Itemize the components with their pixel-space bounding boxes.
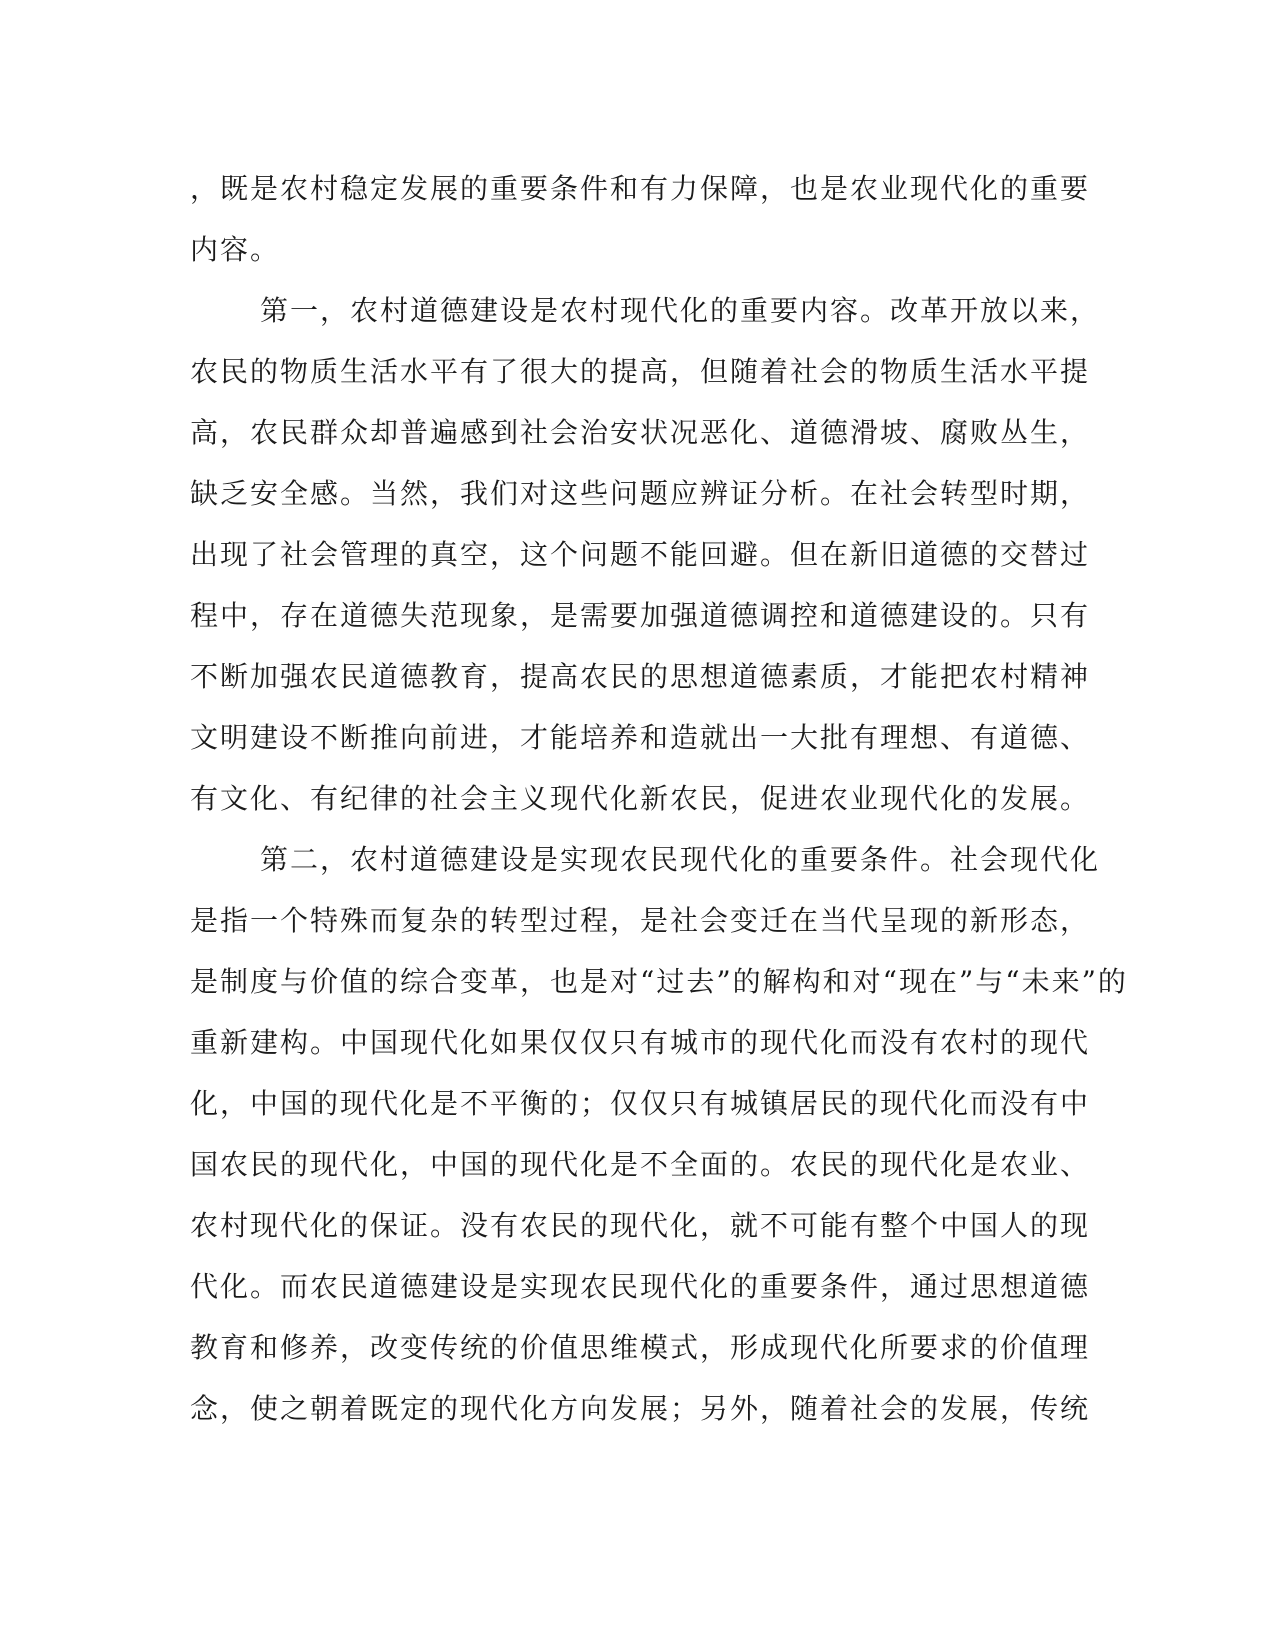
text-line: 化，中国的现代化是不平衡的；仅仅只有城镇居民的现代化而没有中 xyxy=(190,1087,1091,1120)
text-line: 是制度与价值的综合变革，也是对“过去”的解构和对“现在”与“未来”的 xyxy=(190,965,1128,998)
text-line: 农民的物质生活水平有了很大的提高，但随着社会的物质生活水平提 xyxy=(190,355,1091,388)
text-line: 文明建设不断推向前进，才能培养和造就出一大批有理想、有道德、 xyxy=(190,721,1091,754)
text-line: ，既是农村稳定发展的重要条件和有力保障，也是农业现代化的重要 xyxy=(190,172,1091,205)
text-line: 代化。而农民道德建设是实现农民现代化的重要条件，通过思想道德 xyxy=(190,1270,1091,1303)
text-line: 高，农民群众却普遍感到社会治安状况恶化、道德滑坡、腐败丛生， xyxy=(190,416,1091,449)
text-line: 有文化、有纪律的社会主义现代化新农民，促进农业现代化的发展。 xyxy=(190,782,1091,815)
paragraph-first-line: 第一，农村道德建设是农村现代化的重要内容。改革开放以来， xyxy=(260,294,1101,327)
body-text xyxy=(190,158,1128,1439)
text-line: 农村现代化的保证。没有农民的现代化，就不可能有整个中国人的现 xyxy=(190,1209,1091,1242)
text-line: 不断加强农民道德教育，提高农民的思想道德素质，才能把农村精神 xyxy=(190,660,1091,693)
text-line: 重新建构。中国现代化如果仅仅只有城市的现代化而没有农村的现代 xyxy=(190,1026,1091,1059)
text-line: 念，使之朝着既定的现代化方向发展；另外，随着社会的发展，传统 xyxy=(190,1392,1091,1425)
text-line: 出现了社会管理的真空，这个问题不能回避。但在新旧道德的交替过 xyxy=(190,538,1091,571)
paragraph-first-line: 第二，农村道德建设是实现农民现代化的重要条件。社会现代化 xyxy=(260,843,1101,876)
text-line: 程中，存在道德失范现象，是需要加强道德调控和道德建设的。只有 xyxy=(190,599,1091,632)
text-line: 教育和修养，改变传统的价值思维模式，形成现代化所要求的价值理 xyxy=(190,1331,1091,1364)
text-line: 国农民的现代化，中国的现代化是不全面的。农民的现代化是农业、 xyxy=(190,1148,1091,1181)
text-line: 内容。 xyxy=(190,233,281,266)
text-line: 缺乏安全感。当然，我们对这些问题应辨证分析。在社会转型时期， xyxy=(190,477,1091,510)
text-line: 是指一个特殊而复杂的转型过程，是社会变迁在当代呈现的新形态， xyxy=(190,904,1091,937)
